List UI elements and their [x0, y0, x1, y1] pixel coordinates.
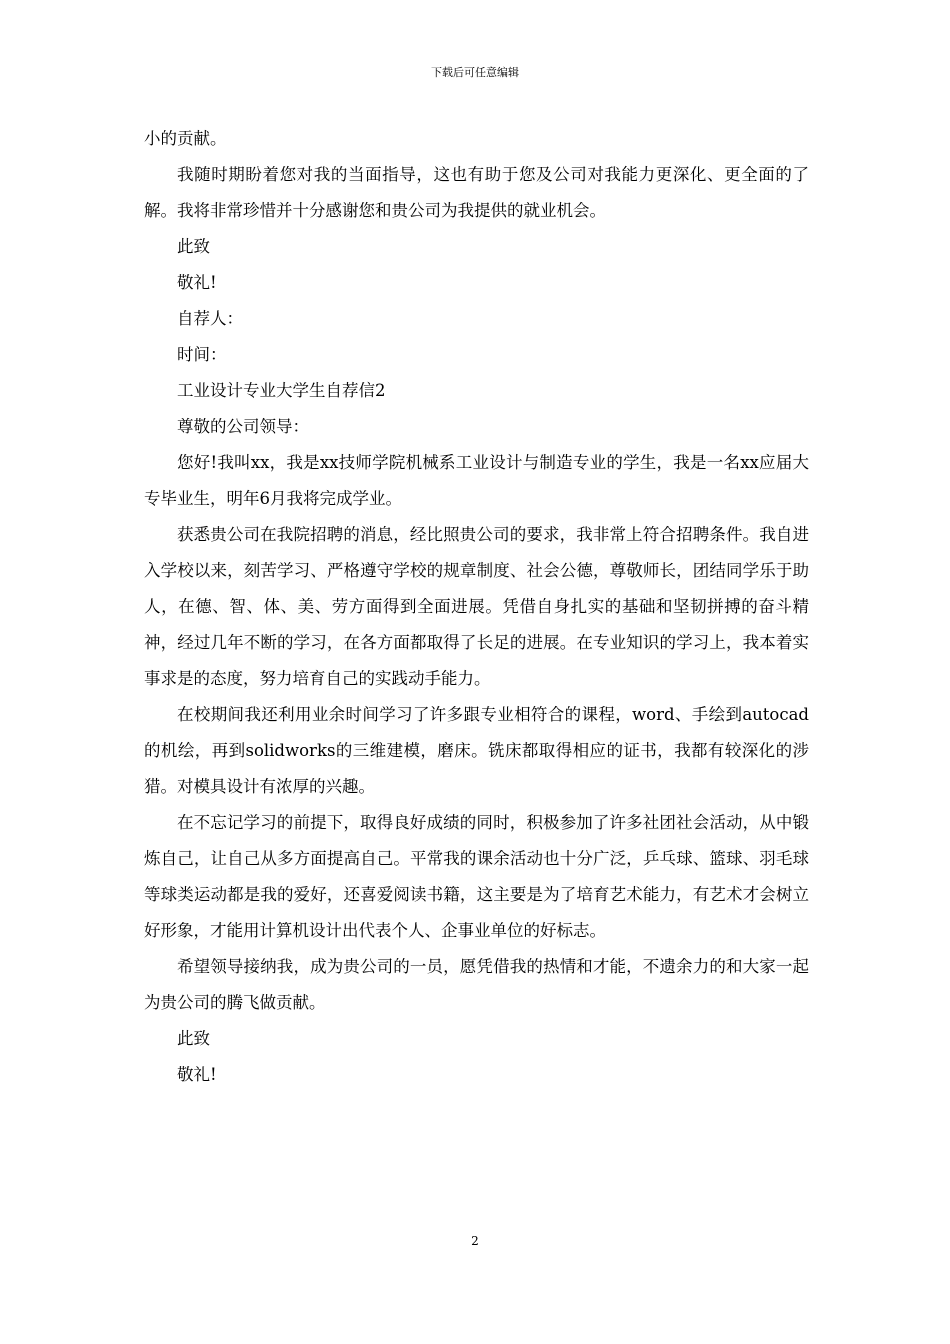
closing-regards: 敬礼! [177, 273, 217, 292]
page-header: 下载后可任意编辑 [431, 66, 519, 79]
paragraph-1: 小的贡献。 [144, 129, 227, 148]
paragraph-skills: 在校期间我还利用业余时间学习了许多跟专业相符合的课程，word、手绘到autocad的机绘，再到solidworks的三维建模，磨床。铣床都取得相应的证书，我都有较深化的涉猎。对模具设计有浓厚的兴趣。 [144, 705, 809, 796]
greeting: 尊敬的公司领导： [177, 417, 309, 436]
document-body [144, 121, 809, 1093]
page-number: 2 [471, 1234, 479, 1248]
closing-salutation-2: 此致 [177, 1029, 210, 1048]
paragraph-qualifications: 获悉贵公司在我院招聘的消息，经比照贵公司的要求，我非常上符合招聘条件。我自进入学校以来，刻苦学习、严格遵守学校的规章制度、社会公德，尊敬师长，团结同学乐于助人，在德、智、体、美、劳方面得到全面进展。凭借自身扎实的基础和坚韧拼搏的奋斗精神，经过几年不断的学习，在各方面都取得了长足的进展。在专业知识的学习上，我本着实事求是的态度，努力培育自己的实践动手能力。 [144, 525, 809, 688]
signature-line: 自荐人： [177, 309, 243, 328]
closing-salutation: 此致 [177, 237, 210, 256]
paragraph-closing: 希望领导接纳我，成为贵公司的一员，愿凭借我的热情和才能，不遗余力的和大家一起为贵公司的腾飞做贡献。 [144, 957, 809, 1012]
paragraph-intro: 您好!我叫xx，我是xx技师学院机械系工业设计与制造专业的学生，我是一名xx应届大专毕业生，明年6月我将完成学业。 [144, 453, 809, 508]
date-line: 时间： [177, 345, 227, 364]
letter-title: 工业设计专业大学生自荐信2 [177, 381, 386, 400]
paragraph-2: 我随时期盼着您对我的当面指导，这也有助于您及公司对我能力更深化、更全面的了解。我将非常珍惜并十分感谢您和贵公司为我提供的就业机会。 [144, 165, 809, 220]
paragraph-activities: 在不忘记学习的前提下，取得良好成绩的同时，积极参加了许多社团社会活动，从中锻炼自己，让自己从多方面提高自己。平常我的课余活动也十分广泛，乒乓球、篮球、羽毛球等球类运动都是我的爱好，还喜爱阅读书籍，这主要是为了培育艺术能力，有艺术才会树立好形象，才能用计算机设计出代表个人、企事业单位的好标志。 [144, 813, 809, 940]
closing-regards-2: 敬礼! [177, 1065, 217, 1084]
